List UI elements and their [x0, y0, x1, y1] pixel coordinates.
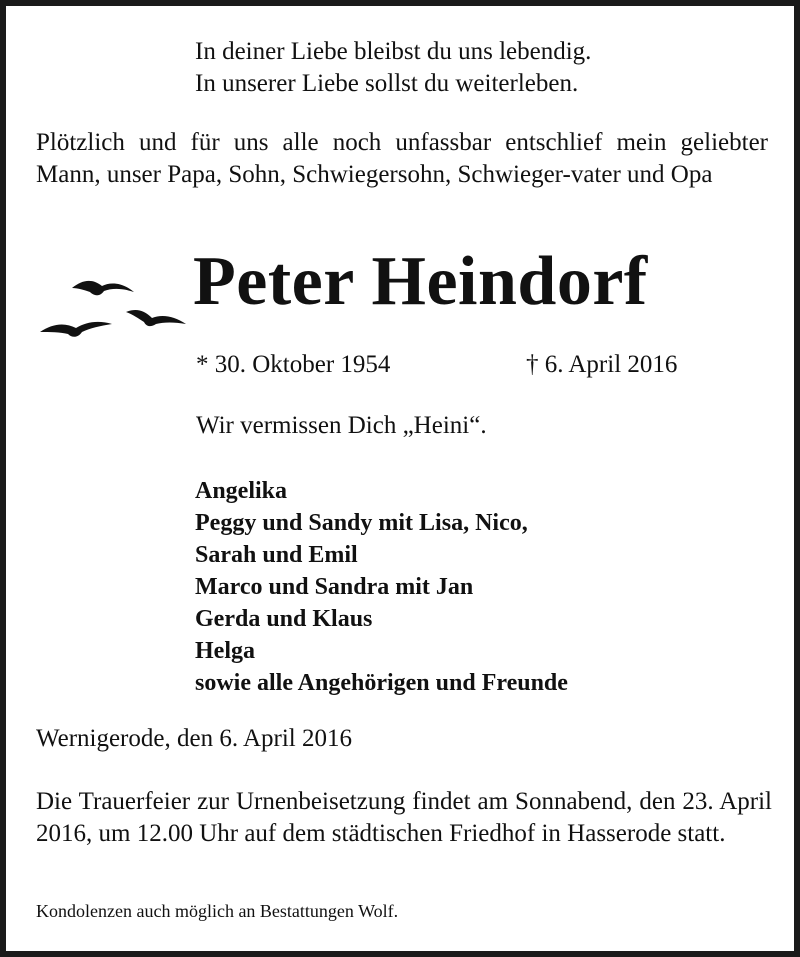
- birth-date: * 30. Oktober 1954: [196, 351, 391, 378]
- family-line: Marco und Sandra mit Jan: [195, 574, 474, 600]
- motto-line: In unserer Liebe sollst du weiterleben.: [195, 70, 579, 97]
- bird-shape: [40, 322, 112, 337]
- intro-text: Plötzlich und für uns alle noch unfassbar entschlief mein geliebter Mann, unser Papa, Sohn, Schwiegersohn, Schwieger-vater und Opa: [36, 129, 768, 188]
- motto: [195, 36, 591, 100]
- bird-shape: [72, 281, 134, 295]
- family-list: [195, 475, 568, 699]
- place-date: Wernigerode, den 6. April 2016: [36, 725, 352, 752]
- family-line: sowie alle Angehörigen und Freunde: [195, 670, 568, 696]
- flying-birds-icon: [34, 274, 199, 346]
- life-dates: [196, 349, 706, 381]
- condolences-note: Kondolenzen auch möglich an Bestattungen Wolf.: [36, 901, 399, 921]
- family-line: Gerda und Klaus: [195, 606, 373, 632]
- death-date: † 6. April 2016: [526, 351, 678, 378]
- deceased-name: Peter Heindorf: [193, 243, 648, 320]
- bird-shape: [126, 310, 186, 326]
- family-line: Sarah und Emil: [195, 542, 358, 568]
- miss-text: Wir vermissen Dich „Heini“.: [196, 412, 487, 439]
- funeral-info: Die Trauerfeier zur Urnenbeisetzung findet am Sonnabend, den 23. April 2016, um 12.00 Uhr auf dem städtischen Friedhof in Hasserode statt.: [36, 788, 772, 847]
- motto-line: In deiner Liebe bleibst du uns lebendig.: [195, 38, 592, 65]
- family-line: Helga: [195, 638, 255, 664]
- obituary-notice: [6, 6, 794, 951]
- family-line: Peggy und Sandy mit Lisa, Nico,: [195, 510, 528, 536]
- family-line: Angelika: [195, 478, 288, 504]
